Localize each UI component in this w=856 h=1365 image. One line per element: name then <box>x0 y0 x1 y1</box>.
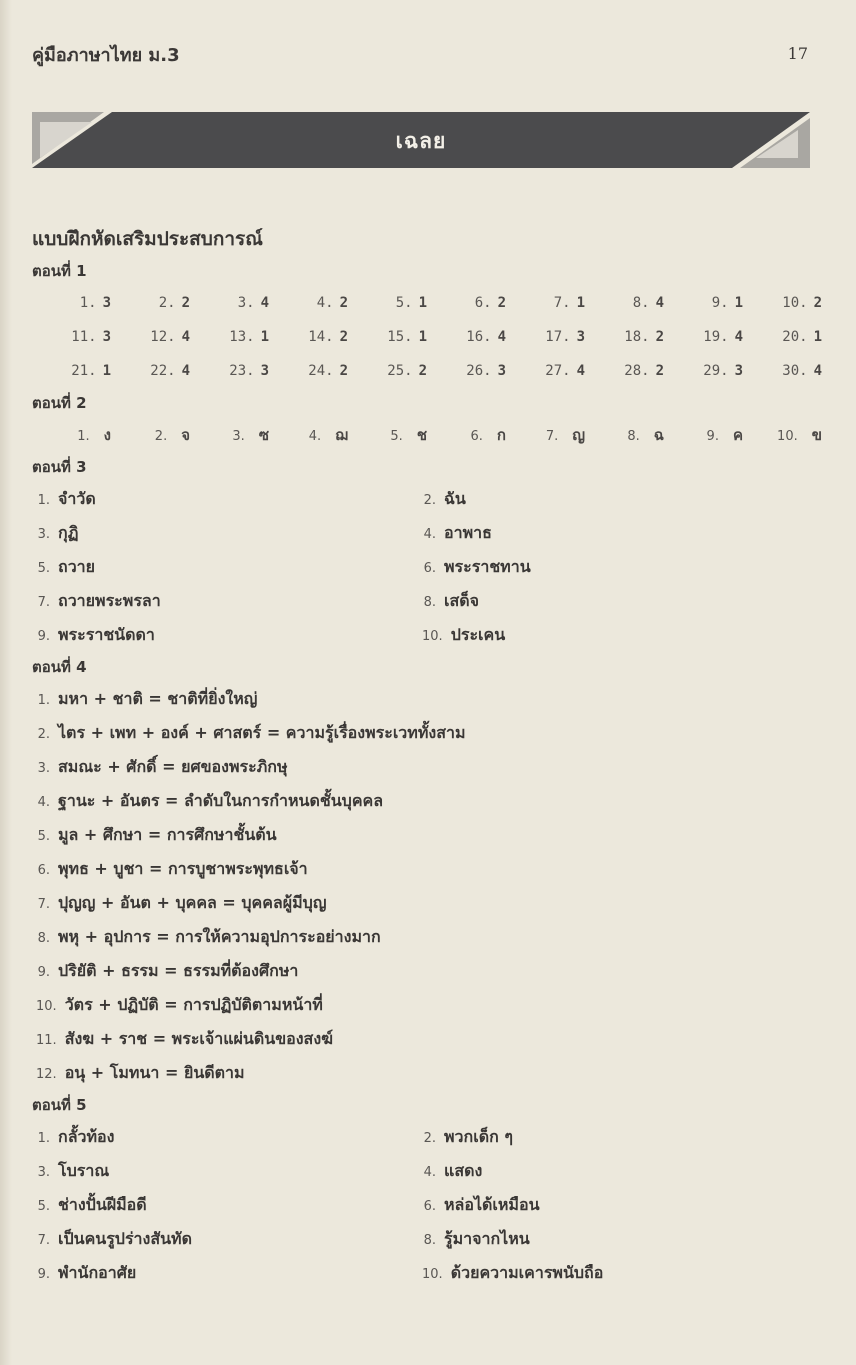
answer-cell <box>427 354 506 388</box>
list-item <box>32 818 822 852</box>
question-number: 2. <box>423 493 436 508</box>
answer-cell <box>427 320 506 354</box>
question-number: 8. <box>627 429 640 444</box>
question-number: 9. <box>711 295 729 311</box>
answer-cell <box>269 320 348 354</box>
question-number: 27. <box>545 363 571 379</box>
answer-value: 3 <box>260 363 269 379</box>
question-number: 12. <box>150 329 176 345</box>
answer-text: พระราชนัดดา <box>58 625 155 644</box>
part-2-answer-row <box>32 418 822 452</box>
answer-cell <box>32 286 111 320</box>
word-formation: ไตร + เพท + องค์ + ศาสตร์ = ความรู้เรื่องพระเวททั้งสาม <box>58 723 466 742</box>
question-number: 15. <box>387 329 413 345</box>
answer-value: 4 <box>813 363 822 379</box>
answer-cell <box>427 286 506 320</box>
list-item <box>32 920 822 954</box>
answer-value: ง <box>103 426 111 444</box>
answer-value: ข <box>811 426 822 444</box>
answer-value: 3 <box>102 295 111 311</box>
answer-text: ช่างปั้นฝีมือดี <box>58 1195 147 1214</box>
question-number: 9. <box>37 1267 50 1282</box>
question-number: 13. <box>229 329 255 345</box>
question-number: 1. <box>79 295 97 311</box>
answer-cell <box>664 354 743 388</box>
part-4-title: ตอนที่ 4 <box>32 658 87 676</box>
question-number: 1. <box>37 693 50 708</box>
list-item <box>422 584 812 618</box>
question-number: 2. <box>158 295 176 311</box>
question-number: 23. <box>229 363 255 379</box>
question-number: 1. <box>77 429 90 444</box>
answer-cell <box>111 418 190 452</box>
question-number: 21. <box>71 363 97 379</box>
answer-cell <box>506 354 585 388</box>
question-number: 29. <box>703 363 729 379</box>
answer-value: 3 <box>102 329 111 345</box>
question-number: 26. <box>466 363 492 379</box>
question-number: 19. <box>703 329 729 345</box>
answer-cell <box>190 418 269 452</box>
answer-value: 1 <box>102 363 111 379</box>
question-number: 30. <box>782 363 808 379</box>
question-number: 25. <box>387 363 413 379</box>
question-number: 8. <box>632 295 650 311</box>
answer-value: 4 <box>734 329 743 345</box>
answer-cell <box>743 354 822 388</box>
answer-text: พำนักอาศัย <box>58 1263 137 1282</box>
answer-cell <box>190 286 269 320</box>
list-item <box>32 1056 822 1090</box>
answer-text: พระราชทาน <box>444 557 531 576</box>
answer-value: 2 <box>655 363 664 379</box>
answer-text: ประเคน <box>450 625 506 644</box>
list-item <box>32 1256 422 1290</box>
answer-row <box>32 320 822 354</box>
answer-cell <box>32 320 111 354</box>
question-number: 1. <box>37 1131 50 1146</box>
answer-value: 2 <box>497 295 506 311</box>
list-item <box>422 618 812 652</box>
running-head-title: คู่มือภาษาไทย ม.3 <box>32 45 180 66</box>
page-number: 17 <box>787 44 808 63</box>
answer-cell <box>269 418 348 452</box>
question-number: 9. <box>706 429 719 444</box>
question-number: 3. <box>37 527 50 542</box>
answer-cell <box>506 418 585 452</box>
part-1-answer-grid <box>32 286 822 388</box>
answer-cell <box>427 418 506 452</box>
question-number: 28. <box>624 363 650 379</box>
list-item <box>32 550 422 584</box>
answer-key-content <box>32 222 822 1290</box>
question-number: 10. <box>782 295 808 311</box>
question-number: 7. <box>553 295 571 311</box>
part-4-answer-list <box>32 682 822 1090</box>
question-number: 6. <box>423 561 436 576</box>
answer-value: 2 <box>339 363 348 379</box>
part-3-title: ตอนที่ 3 <box>32 458 87 476</box>
answer-value: ฌ <box>335 426 348 444</box>
answer-cell <box>585 354 664 388</box>
part-1-title: ตอนที่ 1 <box>32 262 87 280</box>
answer-value: ซ <box>258 426 269 444</box>
answer-cell <box>190 354 269 388</box>
list-item <box>32 886 822 920</box>
question-number: 7. <box>37 595 50 610</box>
question-number: 2. <box>154 429 168 444</box>
question-number: 3. <box>37 1165 50 1180</box>
answer-value: 2 <box>813 295 822 311</box>
word-formation: พหุ + อุปการ = การให้ความอุปการะอย่างมาก <box>58 927 381 946</box>
question-number: 10. <box>422 1267 443 1282</box>
answer-value: ช <box>416 426 427 444</box>
answer-cell <box>664 418 743 452</box>
answer-cell <box>348 418 427 452</box>
question-number: 3. <box>37 761 50 776</box>
answer-value: 3 <box>734 363 743 379</box>
answer-value: 4 <box>260 295 269 311</box>
answer-value: 4 <box>576 363 585 379</box>
question-number: 9. <box>37 629 50 644</box>
answer-text: ถวาย <box>58 557 96 576</box>
word-formation: ฐานะ + อันตร = ลำดับในการกำหนดชั้นบุคคล <box>58 791 384 810</box>
question-number: 4. <box>308 429 322 444</box>
answer-text: ด้วยความเคารพนับถือ <box>450 1263 604 1282</box>
question-number: 8. <box>37 931 50 946</box>
question-number: 2. <box>37 727 50 742</box>
answer-cell <box>585 286 664 320</box>
answer-value: 2 <box>339 295 348 311</box>
question-number: 6. <box>474 295 492 311</box>
answer-value: 4 <box>181 363 190 379</box>
answer-text: พวกเด็ก ๆ <box>444 1127 513 1146</box>
answer-row <box>32 354 822 388</box>
question-number: 6. <box>37 863 50 878</box>
question-number: 10. <box>422 629 443 644</box>
answer-text: ถวายพระพรลา <box>58 591 161 610</box>
answer-value: 2 <box>655 329 664 345</box>
question-number: 9. <box>37 965 50 980</box>
answer-cell <box>743 320 822 354</box>
part-5-title: ตอนที่ 5 <box>32 1096 87 1114</box>
list-item <box>32 988 822 1022</box>
list-item <box>422 516 812 550</box>
answer-value: 4 <box>655 295 664 311</box>
question-number: 5. <box>37 829 50 844</box>
answer-cell <box>664 320 743 354</box>
answer-cell <box>743 418 822 452</box>
list-item <box>32 1022 822 1056</box>
list-item <box>32 682 822 716</box>
answer-row <box>32 286 822 320</box>
question-number: 5. <box>395 295 413 311</box>
answer-cell <box>32 354 111 388</box>
list-item <box>32 618 422 652</box>
banner-title: เฉลย <box>395 129 447 153</box>
answer-text: ฉัน <box>444 489 466 508</box>
list-item <box>32 750 822 784</box>
main-title: แบบฝึกหัดเสริมประสบการณ์ <box>32 228 263 250</box>
list-item <box>32 852 822 886</box>
answer-cell <box>190 320 269 354</box>
question-number: 4. <box>423 1165 436 1180</box>
part-3-answer-list <box>32 482 822 652</box>
answer-value: 1 <box>260 329 269 345</box>
answer-cell <box>585 320 664 354</box>
answer-value: ค <box>732 426 743 444</box>
list-item <box>32 1154 422 1188</box>
list-item <box>32 1120 422 1154</box>
part-2-title: ตอนที่ 2 <box>32 394 87 412</box>
question-number: 5. <box>37 1199 50 1214</box>
word-formation: มูล + ศึกษา = การศึกษาชั้นต้น <box>58 825 277 844</box>
question-number: 5. <box>37 561 50 576</box>
question-number: 20. <box>782 329 808 345</box>
answer-text: เป็นคนรูปร่างสันทัด <box>58 1229 192 1248</box>
question-number: 16. <box>466 329 492 345</box>
answer-value: 3 <box>497 363 506 379</box>
question-number: 2. <box>423 1131 436 1146</box>
list-item <box>32 1222 422 1256</box>
question-number: 22. <box>150 363 176 379</box>
answer-value: 1 <box>576 295 585 311</box>
answer-cell <box>269 354 348 388</box>
list-item <box>422 1256 812 1290</box>
question-number: 6. <box>470 429 483 444</box>
list-item <box>32 954 822 988</box>
answer-cell <box>111 286 190 320</box>
answer-text: เสด็จ <box>444 591 479 610</box>
answer-text: หล่อได้เหมือน <box>444 1195 540 1214</box>
question-number: 4. <box>423 527 436 542</box>
word-formation: ปุญญ + อันต + บุคคล = บุคคลผู้มีบุญ <box>58 893 327 912</box>
word-formation: พุทธ + บูชา = การบูชาพระพุทธเจ้า <box>58 859 308 878</box>
answer-value: ก <box>496 426 506 444</box>
list-item <box>422 1222 812 1256</box>
answer-cell <box>111 320 190 354</box>
answer-text: จำวัด <box>58 489 96 508</box>
page-edge-shadow <box>0 0 12 1365</box>
list-item <box>422 1188 812 1222</box>
answer-text: กุฏิ <box>58 523 79 542</box>
list-item <box>32 516 422 550</box>
answer-value: 1 <box>813 329 822 345</box>
list-item <box>32 784 822 818</box>
answer-cell <box>743 286 822 320</box>
answer-value: 1 <box>734 295 743 311</box>
answer-cell <box>348 354 427 388</box>
question-number: 17. <box>545 329 571 345</box>
answer-value: 3 <box>576 329 585 345</box>
question-number: 1. <box>37 493 50 508</box>
question-number: 4. <box>37 795 50 810</box>
list-item <box>32 1188 422 1222</box>
answer-cell <box>32 418 111 452</box>
answer-text: โบราณ <box>58 1161 110 1180</box>
question-number: 11. <box>71 329 97 345</box>
question-number: 8. <box>423 1233 436 1248</box>
question-number: 3. <box>237 295 255 311</box>
question-number: 14. <box>308 329 334 345</box>
word-formation: อนุ + โมทนา = ยินดีตาม <box>64 1063 245 1082</box>
answer-value: 4 <box>497 329 506 345</box>
answer-cell <box>111 354 190 388</box>
answer-cell <box>664 286 743 320</box>
answer-value: 2 <box>181 295 190 311</box>
list-item <box>422 1120 812 1154</box>
question-number: 10. <box>36 999 57 1014</box>
answer-value: ฉ <box>653 426 664 444</box>
list-item <box>422 1154 812 1188</box>
question-number: 7. <box>37 1233 50 1248</box>
list-item <box>422 482 812 516</box>
word-formation: ปริยัติ + ธรรม = ธรรมที่ต้องศึกษา <box>58 961 299 980</box>
answer-value: ญ <box>572 426 585 444</box>
part-5-answer-list <box>32 1120 822 1290</box>
question-number: 7. <box>545 429 559 444</box>
question-number: 8. <box>423 595 436 610</box>
answer-value: 2 <box>418 363 427 379</box>
question-number: 11. <box>36 1033 57 1048</box>
question-number: 5. <box>390 429 403 444</box>
answer-text: กลั้วท้อง <box>58 1127 115 1146</box>
word-formation: สังฆ + ราช = พระเจ้าแผ่นดินของสงฆ์ <box>64 1029 333 1048</box>
question-number: 3. <box>232 429 245 444</box>
list-item <box>422 550 812 584</box>
answer-cell <box>506 320 585 354</box>
answer-text: อาพาธ <box>444 523 492 542</box>
question-number: 4. <box>316 295 334 311</box>
answer-cell <box>506 286 585 320</box>
answer-text: รู้มาจากไหน <box>444 1229 530 1248</box>
question-number: 18. <box>624 329 650 345</box>
question-number: 10. <box>777 429 798 444</box>
answer-text: แสดง <box>444 1161 483 1180</box>
list-item <box>32 482 422 516</box>
answer-value: 2 <box>339 329 348 345</box>
answer-value: จ <box>181 426 190 444</box>
question-number: 7. <box>37 897 50 912</box>
answer-value: 4 <box>181 329 190 345</box>
answer-cell <box>585 418 664 452</box>
answer-value: 1 <box>418 295 427 311</box>
answer-cell <box>348 320 427 354</box>
answer-cell <box>348 286 427 320</box>
list-item <box>32 584 422 618</box>
answer-value: 1 <box>418 329 427 345</box>
question-number: 12. <box>36 1067 57 1082</box>
word-formation: สมณะ + ศักดิ์ = ยศของพระภิกษุ <box>58 757 288 776</box>
answer-cell <box>269 286 348 320</box>
question-number: 6. <box>423 1199 436 1214</box>
list-item <box>32 716 822 750</box>
section-banner <box>32 112 810 168</box>
word-formation: มหา + ชาติ = ชาติที่ยิ่งใหญ่ <box>58 689 258 708</box>
question-number: 24. <box>308 363 334 379</box>
word-formation: วัตร + ปฏิบัติ = การปฏิบัติตามหน้าที่ <box>64 995 323 1014</box>
